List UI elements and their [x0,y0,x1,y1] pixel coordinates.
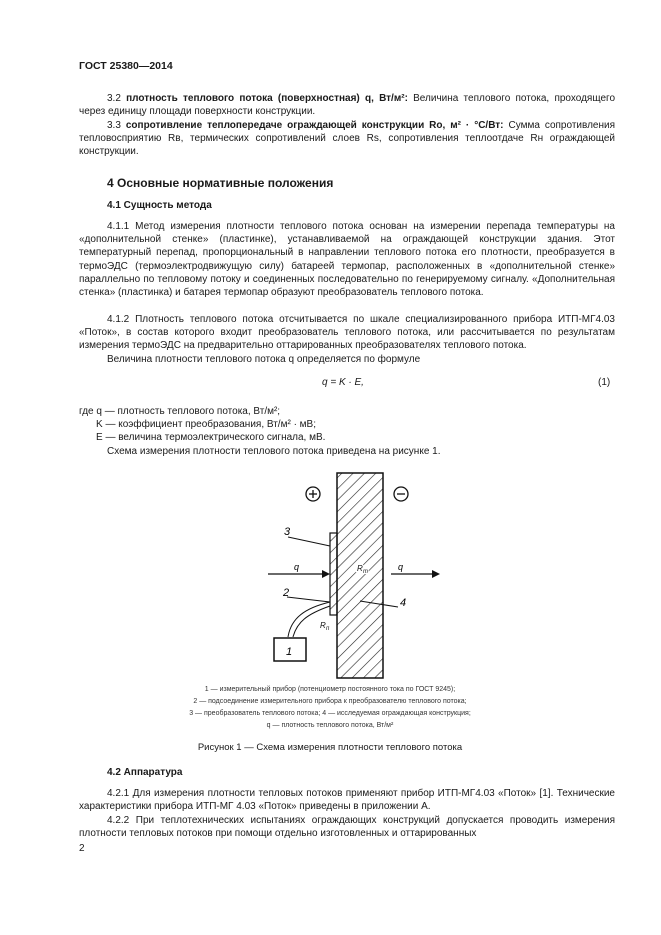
figure-legend [80,684,580,732]
wall-construction [337,473,383,678]
paragraph-4-1-2: 4.1.2 Плотность теплового потока отсчитывается по шкале специализированного прибора ИТП-МГ4.03 «Поток», в состав которого входит преобразователь теплового потока, или рассчитывается по результатам измерения термоЭДС на предварительно оттарированных преобразователях теплового потока. [79,314,615,352]
term-3-3-title: сопротивление теплопередаче ограждающей конструкции Rо, м² · °С/Вт: [125,120,504,131]
section-4-title: 4 Основные нормативные положения [107,176,334,190]
label-4: 4 [400,597,407,609]
where-e: E — величина термоэлектрического сигнала, мВ. [96,432,326,443]
section-4-1-title: 4.1 Сущность метода [107,200,212,211]
legend-line-1: 1 — измерительный прибор (потенциометр постоянного тока по ГОСТ 9245); [204,686,456,693]
document-code: ГОСТ 25380—2014 [79,60,173,72]
flux-arrowhead-right [432,570,440,578]
section-4-2-title: 4.2 Аппаратура [107,767,183,778]
term-3-3-number: 3.3 [107,120,126,131]
legend-line-2: 2 — подсоединение измерительного прибора к преобразователю теплового потока; [193,698,467,705]
paragraph-4-1-1: 4.1.1 Метод измерения плотности теплового потока основан на измерении перепада температуры на «дополнительной стенке» (пластинке), устанавливаемой на ограждающей конструкции здания. Этот температурный перепад, пропорциональный в направлении теплового потока его плотности, преобразуется в термоЭДС (термоэлектродвижущую силу) батареей термопар, расположенных в «дополнительной стенке» параллельно по тепловому потоку и соединенных последовательно по генерируемому сигналу. «Дополнительная стенка» (пластинка) и батарея термопар образуют преобразователь теплового потока. [79,221,615,299]
formula-number: (1) [598,377,611,388]
page-number: 2 [79,843,85,854]
r-plate-label: R [320,621,326,630]
flux-arrowhead-left [322,570,330,578]
legend-line-4: q — плотность теплового потока, Вт/м² [266,722,394,729]
where-q: где q — плотность теплового потока, Вт/м²; [79,406,281,417]
term-3-2-title: плотность теплового потока (поверхностная) q, Вт/м²: [126,93,408,104]
r-wall-label: R [357,564,363,573]
term-3-2-number: 3.2 [107,93,127,104]
leader-2 [287,597,330,602]
label-3: 3 [284,526,291,538]
q-right-label: q [398,562,404,572]
term-3-2-definition: Величина теплового потока, проходящего через единицу площади поверхности конструкции. [79,93,616,118]
where-k: K — коэффициент преобразования, Вт/м² · мВ; [96,419,316,430]
formula-intro: Величина плотности теплового потока q определяется по формуле [107,354,421,365]
heat-flux-plate [330,533,337,615]
r-plate-subscript: п [326,626,330,632]
q-left-label: q [294,562,300,572]
label-2: 2 [283,587,290,599]
paragraph-4-2-2: 4.2.2 При теплотехнических испытаниях ограждающих конструкций допускается проводить измерения плотности тепловых потоков при помощи отдельно изготовленных и оттарированных [79,815,615,840]
r-wall-subscript: т [363,569,368,575]
figure-caption: Рисунок 1 — Схема измерения плотности теплового потока [197,742,463,753]
label-1: 1 [286,646,293,658]
paragraph-4-2-1: 4.2.1 Для измерения плотности тепловых потоков применяют прибор ИТП-МГ4.03 «Поток» [1]. Технические характеристики прибора ИТП-МГ 4.03 «Поток» приведены в приложении А. [79,788,615,813]
scheme-reference: Схема измерения плотности теплового потока приведена на рисунке 1. [107,446,441,457]
term-3-3-definition: Сумма сопротивления тепловосприятию Rв, термических сопротивлений слоев Rs, сопротивления теплоотдаче Rн ограждающей конструкции. [79,120,616,158]
formula: q = K · E, [322,377,364,388]
legend-line-3: 3 — преобразователь теплового потока; 4 — исследуемая ограждающая конструкция; [189,710,471,717]
leader-3 [288,537,330,546]
